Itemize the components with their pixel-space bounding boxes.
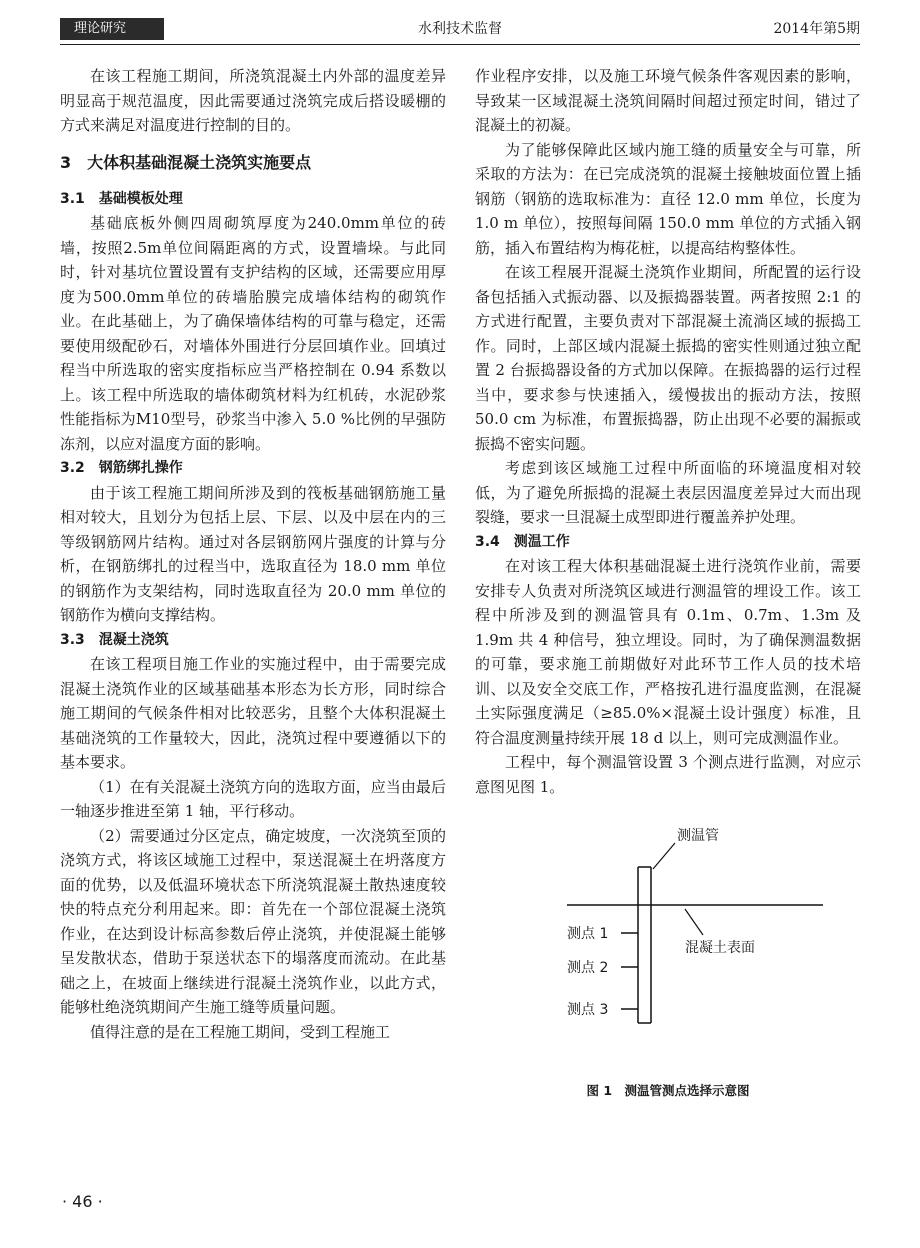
pipe-label: 测温管	[677, 828, 719, 844]
right-column	[475, 64, 861, 1103]
paragraph-3-3: 在该工程项目施工作业的实施过程中，由于需要完成混凝土浇筑作业的区域基础基本形态为长方形，同时综合施工期间的气候条件相对比较恶劣，且整个大体积混凝土基础浇筑的工作量较大，因此，浇筑过程中要遵循以下的基本要求。	[60, 655, 446, 771]
section-tag: 理论研究	[60, 18, 164, 40]
paragraph-3-2: 由于该工程施工期间所涉及到的筏板基础钢筋施工量相对较大，且划分为包括上层、下层、以及中层在内的三等级钢筋网片结构。通过对各层钢筋网片强度的计算与分析，在钢筋绑扎的过程当中，选取直径为 18.0 mm 单位的钢筋作为支架结构，同时选取直径为 20.0 mm 单位的钢筋作为横向支撑结构。	[60, 483, 446, 624]
journal-title: 水利技术监督	[418, 21, 502, 37]
paragraph-figure-ref: 工程中，每个测温管设置 3 个测点进行监测，对应示意图见图 1。	[475, 753, 861, 796]
list-item-2: （2）需要通过分区定点，确定坡度，一次浇筑至顶的浇筑方式，将该区域施工过程中，泵送混凝土在坍落度方面的优势，以及低温环境状态下所浇筑混凝土散热速度较快的特点充分利用起来。即：首先在一个部位混凝土浇筑作业，在达到设计标高参数后停止浇筑，并使混凝土能够呈发散状态，借助于泵送状态下的塌落度而流动。在此基础之上，在坡面上继续进行混凝土浇筑作业，以此方式，能够杜绝浇筑期间产生施工缝等质量问题。	[60, 826, 446, 1016]
subsection-heading-3-4: 3.4 测温工作	[475, 533, 570, 550]
list-item-1: （1）在有关混凝土浇筑方向的选取方面，应当由最后一轴逐步推进至第 1 轴，平行移动。	[60, 777, 446, 820]
issue-label: 2014年第5期	[773, 21, 860, 37]
page-number: · 46 ·	[62, 1192, 103, 1211]
paragraph-curing: 考虑到该区域施工过程中所面临的环境温度相对较低，为了避免所振捣的混凝土表层因温度差异过大而出现裂缝，要求一旦混凝土成型即进行覆盖养护处理。	[475, 459, 861, 526]
paragraph-intro: 在该工程施工期间，所浇筑混凝土内外部的温度差异明显高于规范温度，因此需要通过浇筑完成后搭设暖棚的方式来满足对温度进行控制的目的。	[60, 67, 446, 134]
paragraph-joint: 为了能够保障此区域内施工缝的质量安全与可靠，所采取的方法为：在已完成浇筑的混凝土接触坡面位置上插钢筋（钢筋的选取标准为：直径 12.0 mm 单位，长度为 1.0 m 单位），按照每间隔 150.0 mm 单位的方式插入钢筋，插入布置结构为梅花桩，以提高结构整体性。	[475, 140, 861, 257]
figure-caption: 图 1 测温管测点选择示意图	[586, 1083, 750, 1098]
paragraph-3-4: 在对该工程大体积基础混凝土进行浇筑作业前，需要安排专人负责对所浇筑区域进行测温管的埋设工作。该工程中所涉及到的测温管具有 0.1m、0.7m、1.3m 及 1.9m 共 4 种信号，独立埋设。同时，为了确保测温数据的可靠，要求施工前期做好对此环节工作人员的技术培训、以及安全交底工作，严格按孔进行温度监测，在混凝土实际强度满足（≥85.0%×混凝土设计强度）标准，且符合温度测量持续开展 18 d 以上，则可完成测温作业。	[475, 557, 861, 747]
paragraph-continued: 作业程序安排，以及施工环境气候条件客观因素的影响，导致某一区域混凝土浇筑间隔时间超过预定时间，错过了混凝土的初凝。	[475, 67, 861, 134]
thermometer-pipe-diagram	[475, 813, 861, 1073]
paragraph-3-1: 基础底板外侧四周砌筑厚度为240.0mm单位的砖墙，按照2.5m单位间隔距离的方式，设置墙垛。与此同时，针对基坑位置设置有支护结构的区域，还需要应用厚度为500.0mm单位的砖墙胎膜完成墙体结构的砌筑作业。在此基础上，为了确保墙体结构的可靠与稳定，还需要使用级配砂石，对墙体外围进行分层回填作业。回填过程当中所选取的密实度指标应当严格控制在 0.94 系数以上。该工程中所选取的墙体砌筑材料为红机砖，水泥砂浆性能指标为M10型号，砂浆当中渗入 5.0 %比例的早强防冻剂，以应对温度方面的影响。	[60, 214, 446, 453]
subsection-heading-3-1: 3.1 基础模板处理	[60, 190, 183, 207]
section-heading-3: 3 大体积基础混凝土浇筑实施要点	[60, 152, 312, 172]
surface-label: 混凝土表面	[685, 940, 755, 956]
surface-leader-line	[685, 909, 703, 935]
left-column	[60, 64, 446, 1044]
point-2-label: 测点 2	[567, 960, 609, 976]
subsection-heading-3-2: 3.2 钢筋绑扎操作	[60, 460, 183, 476]
figure-1	[475, 813, 861, 1103]
point-3-label: 测点 3	[567, 1002, 609, 1018]
point-1-label: 测点 1	[567, 926, 609, 942]
paragraph-note: 值得注意的是在工程施工期间，受到工程施工	[90, 1022, 391, 1041]
page-header	[60, 18, 860, 42]
header-rule	[60, 44, 860, 45]
subsection-heading-3-3: 3.3 混凝土浇筑	[60, 631, 169, 648]
paragraph-vibration: 在该工程展开混凝土浇筑作业期间，所配置的运行设备包括插入式振动器、以及振捣器装置。两者按照 2:1 的方式进行配置，主要负责对下部混凝土流淌区域的振捣工作。同时，上部区域内混凝土振捣的密实性则通过独立配置 2 台振捣器设备的方式加以保障。在振捣器的运行过程当中，要求参与快速插入，缓慢拔出的振动方法，按照 50.0 cm 为标准，布置振捣器，防止出现不必要的漏振或振捣不密实问题。	[475, 263, 861, 453]
pipe-leader-line	[653, 843, 675, 869]
